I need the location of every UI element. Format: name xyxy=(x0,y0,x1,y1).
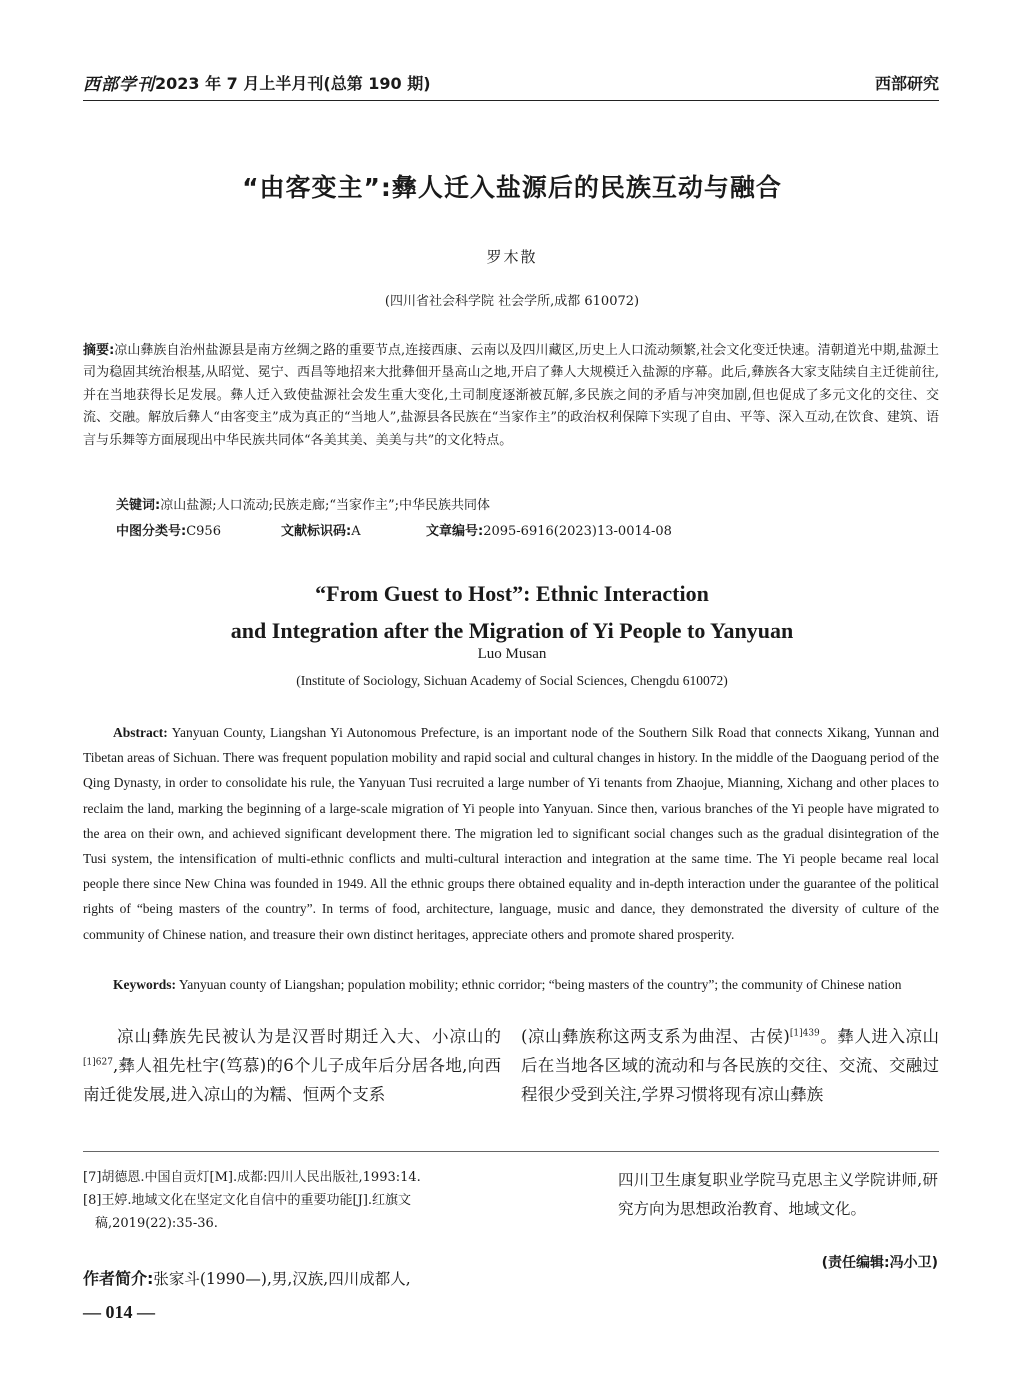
chinese-author: 罗木散 xyxy=(486,248,538,266)
author-bio-label: 作者简介: xyxy=(83,1269,154,1288)
page-number: — 014 — xyxy=(83,1302,155,1322)
chinese-title: “由客变主”:彝人迁入盐源后的民族互动与融合 xyxy=(242,173,782,202)
author-bio-continuation: 四川卫生康复职业学院马克思主义学院讲师,研究方向为思想政治教育、地域文化。 xyxy=(618,1171,938,1218)
clc-label: 中图分类号: xyxy=(116,524,187,539)
english-abstract-text: Yanyuan County, Liangshan Yi Autonomous Prefecture, is an important node of the Southern Silk Road that connects Xikang, Yunnan and Tibetan areas of Sichuan. There was frequent population mobility and rapid social and cultural changes in history. In the middle of the Daoguang period of the Qing Dynasty, in order to consolidate his rule, the Yanyuan Tusi recruited a large number of Yi tenants from Zhaojue, Mianning, Xichang and other places to reclaim the land, marking the beginning of a large-scale migration of Yi people into Yanyuan. Since then, various branches of the Yi people have migrated to the area on their own, and achieved significant development there. The migration led to significant social changes such as the gradual disintegration of the Tusi system, the intensification of multi-ethnic conflicts and multi-cultural interaction and integration at the same time. The Yi people became real local people there since New China was founded in 1949. All the ethnic groups there obtained equality and in-depth interaction under the guarantee of the political rights of “being masters of the country”. In terms of food, architecture, language, music and dance, they demonstrated the diversity of culture of the community of Chinese nation, and treasure their own distinct heritages, appreciate others and promote shared prosperity. xyxy=(83,725,939,942)
responsible-editor: (责任编辑:冯小卫) xyxy=(821,1255,938,1271)
english-keywords-text: Yanyuan county of Liangshan; population mobility; ethnic corridor; “being masters of the country”; the community of Chinese nation xyxy=(178,977,902,992)
document-code-label: 文献标识码: xyxy=(281,524,352,539)
english-abstract xyxy=(83,720,939,947)
issue-info: 2023 年 7 月上半月刊(总第 190 期) xyxy=(155,74,431,93)
english-abstract-label: Abstract: xyxy=(113,725,168,740)
chinese-keywords-label: 关键词: xyxy=(116,498,161,513)
chinese-abstract-label: 摘要: xyxy=(83,343,115,358)
article-number xyxy=(426,520,672,539)
article-number-value: 2095-6916(2023)13-0014-08 xyxy=(483,524,672,539)
reference-item: [8]王婷.地域文化在坚定文化自信中的重要功能[J].红旗文稿,2019(22):35-36. xyxy=(83,1193,412,1231)
english-keywords-label: Keywords: xyxy=(113,977,176,992)
clc-value: C956 xyxy=(186,524,221,539)
column-name: 西部研究 xyxy=(874,74,939,93)
chinese-abstract-text: 凉山彝族自治州盐源县是南方丝绸之路的重要节点,连接西康、云南以及四川藏区,历史上人口流动频繁,社会文化变迁快速。清朝道光中期,盐源土司为稳固其统治根基,从昭觉、冕宁、西昌等地招来大批彝佃开垦高山之地,开启了彝人大规模迁入盐源的序幕。此后,彝族各大家支陆续自主迁徙前往,并在当地获得长足发展。彝人迁入致使盐源社会发生重大变化,土司制度逐渐被瓦解,多民族之间的矛盾与冲突加剧,但也促成了多元文化的交往、交流、交融。解放后彝人“由客变主”成为真正的“当地人”,盐源县各民族在“当家作主”的政治权利保障下实现了自由、平等、深入互动,在饮食、建筑、语言与乐舞等方面展现出中华民族共同体“各美其美、美美与共”的文化特点。 xyxy=(83,343,939,448)
author-bio-text: 张家斗(1990—),男,汉族,四川成都人, xyxy=(153,1270,411,1288)
chinese-keywords-text: 凉山盐源;人口流动;民族走廊;“当家作主”;中华民族共同体 xyxy=(160,498,491,513)
reference-item: [7]胡德恩.中国自贡灯[M].成都:四川人民出版社,1993:14. xyxy=(83,1170,421,1185)
reference-list xyxy=(83,1166,501,1235)
clc-number xyxy=(116,520,221,539)
chinese-abstract xyxy=(83,340,939,452)
body-right-text-a: (凉山彝族称这两支系为曲涅、古侯) xyxy=(521,1027,790,1046)
english-affiliation: (Institute of Sociology, Sichuan Academy of Social Sciences, Chengdu 610072) xyxy=(296,673,728,688)
document-code-value: A xyxy=(351,524,361,539)
english-keywords xyxy=(83,972,939,997)
chinese-affiliation: (四川省社会科学院 社会学所,成都 610072) xyxy=(384,294,640,309)
english-title xyxy=(0,575,1024,649)
journal-logo: 西部学刊 xyxy=(83,75,155,95)
classification-row xyxy=(116,520,939,540)
body-right-text-b: 。彝人进入凉山后在当地各区域的流动和与各民族的交往、交流、交融过程很少受到关注,学界习惯将现有凉山彝族 xyxy=(521,1027,940,1104)
author-bio xyxy=(83,1266,543,1292)
chinese-keywords xyxy=(116,494,939,513)
english-author: Luo Musan xyxy=(477,646,547,662)
article-number-label: 文章编号: xyxy=(426,524,484,539)
footnote-divider xyxy=(83,1151,939,1152)
body-left-text-b: ,彝人祖先杜宇(笃慕)的6个儿子成年后分居各地,向西南迁徙发展,进入凉山的为糯、恒两个支系 xyxy=(83,1056,501,1104)
citation-1-627: [1]627 xyxy=(83,1057,113,1068)
running-header xyxy=(83,70,939,101)
body-column-right xyxy=(521,1022,939,1109)
english-title-line-2: and Integration after the Migration of Yi People to Yanyuan xyxy=(230,618,794,643)
citation-1-439: [1]439 xyxy=(789,1028,820,1039)
body-left-text-a: 凉山彝族先民被认为是汉晋时期迁入大、小凉山的 xyxy=(116,1027,501,1046)
body-column-left xyxy=(83,1022,501,1109)
english-title-line-1: “From Guest to Host”: Ethnic Interaction xyxy=(315,581,709,606)
document-code xyxy=(281,520,361,539)
